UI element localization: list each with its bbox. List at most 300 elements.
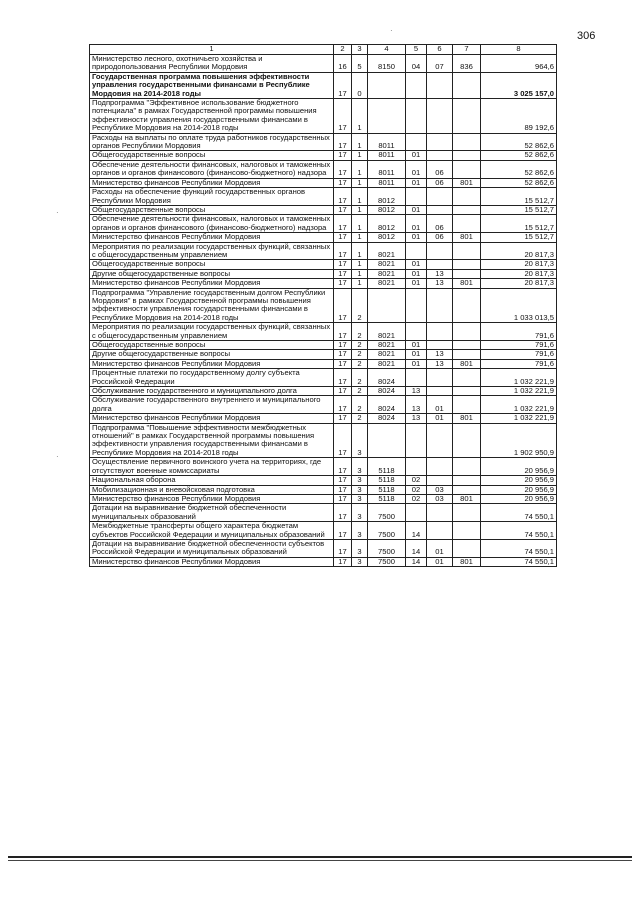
table-row [90,188,557,206]
program-code: 17 [334,350,352,359]
row-name: Общегосударственные вопросы [90,260,334,269]
section-code [406,72,427,98]
direction-code: 8011 [368,160,406,178]
row-name: Расходы на обеспечение функций государственных органов Республики Мордовия [90,188,334,206]
subsection-code [427,72,453,98]
amount: 791,6 [481,350,557,359]
program-code: 17 [334,494,352,503]
subprogram-code: 3 [352,522,368,540]
row-name: Другие общегосударственные вопросы [90,350,334,359]
direction-code: 8021 [368,260,406,269]
direction-code: 8011 [368,178,406,187]
row-name: Дотации на выравнивание бюджетной обеспеченности субъектов Российской Федерации и муниципальных образований [90,539,334,557]
program-code: 17 [334,369,352,387]
section-code [406,242,427,260]
subsection-code [427,369,453,387]
direction-code: 7500 [368,522,406,540]
amount: 20 956,9 [481,458,557,476]
section-code: 13 [406,396,427,414]
amount: 15 512,7 [481,215,557,233]
direction-code: 8021 [368,341,406,350]
program-code: 17 [334,279,352,288]
row-name: Расходы на выплаты по оплате труда работников государственных органов Республики Мордовия [90,133,334,151]
subsection-code: 01 [427,539,453,557]
bottom-rule [8,860,632,861]
subprogram-code: 2 [352,396,368,414]
subprogram-code: 1 [352,133,368,151]
table-row [90,205,557,214]
amount: 15 512,7 [481,233,557,242]
section-code: 13 [406,414,427,423]
direction-code: 8021 [368,350,406,359]
ministry-code [453,160,481,178]
ministry-code [453,341,481,350]
section-code: 14 [406,522,427,540]
subprogram-code: 2 [352,359,368,368]
section-code [406,288,427,323]
table-row [90,359,557,368]
subsection-code [427,341,453,350]
ministry-code: 836 [453,55,481,73]
ministry-code [453,188,481,206]
subprogram-code: 2 [352,323,368,341]
program-code: 17 [334,504,352,522]
subprogram-code: 0 [352,72,368,98]
section-code [406,99,427,134]
direction-code [368,288,406,323]
amount: 89 192,6 [481,99,557,134]
table-row [90,494,557,503]
subsection-code [427,242,453,260]
subprogram-code: 2 [352,341,368,350]
direction-code: 8021 [368,269,406,278]
direction-code: 5118 [368,476,406,485]
amount: 20 956,9 [481,476,557,485]
direction-code: 8012 [368,205,406,214]
amount: 791,6 [481,341,557,350]
subsection-code [427,151,453,160]
table-row [90,279,557,288]
subprogram-code: 1 [352,242,368,260]
direction-code: 8024 [368,414,406,423]
ministry-code: 801 [453,178,481,187]
row-name: Обеспечение деятельности финансовых, налоговых и таможенных органов и органов финансового (финансово-бюджетного) надзора [90,160,334,178]
amount: 52 862,6 [481,160,557,178]
amount: 20 817,3 [481,260,557,269]
table-row [90,215,557,233]
table-row [90,55,557,73]
section-code [406,423,427,458]
program-code: 17 [334,260,352,269]
amount: 20 817,3 [481,242,557,260]
amount: 74 550,1 [481,557,557,566]
ministry-code [453,539,481,557]
ministry-code [453,215,481,233]
row-name: Обеспечение деятельности финансовых, налоговых и таможенных органов и органов финансового (финансово-бюджетного) надзора [90,215,334,233]
table-row [90,476,557,485]
amount: 3 025 157,0 [481,72,557,98]
table-row [90,423,557,458]
row-name: Подпрограмма "Повышение эффективности межбюджетных отношений" в рамках Государственной программы повышения эффективности управления государственными финансами в Республике Мордовия на 2014-2018 годы [90,423,334,458]
section-code: 01 [406,260,427,269]
section-code: 01 [406,359,427,368]
subprogram-code: 1 [352,215,368,233]
scan-speck: · [390,26,393,35]
program-code: 17 [334,522,352,540]
program-code: 17 [334,288,352,323]
ministry-code [453,242,481,260]
subprogram-code: 1 [352,269,368,278]
section-code [406,504,427,522]
row-name: Министерство финансов Республики Мордовия [90,494,334,503]
amount: 20 817,3 [481,269,557,278]
program-code: 17 [334,72,352,98]
ministry-code: 801 [453,279,481,288]
table-row [90,557,557,566]
section-code: 13 [406,387,427,396]
direction-code: 8024 [368,396,406,414]
section-code: 02 [406,476,427,485]
subprogram-code: 3 [352,539,368,557]
section-code [406,188,427,206]
direction-code: 8021 [368,279,406,288]
subprogram-code: 2 [352,350,368,359]
subprogram-code: 2 [352,387,368,396]
row-name: Государственная программа повышения эффективности управления государственными финансами в Республике Мордовия на 2014-2018 годы [90,72,334,98]
row-name: Общегосударственные вопросы [90,205,334,214]
ministry-code [453,133,481,151]
program-code: 17 [334,476,352,485]
row-name: Общегосударственные вопросы [90,341,334,350]
amount: 15 512,7 [481,205,557,214]
row-name: Мероприятия по реализации государственных функций, связанных с общегосударственным управлением [90,323,334,341]
row-name: Министерство финансов Республики Мордовия [90,233,334,242]
program-code: 17 [334,423,352,458]
table-row [90,387,557,396]
amount: 1 033 013,5 [481,288,557,323]
subsection-code: 06 [427,215,453,233]
direction-code: 5118 [368,458,406,476]
program-code: 17 [334,269,352,278]
ministry-code [453,458,481,476]
program-code: 17 [334,359,352,368]
program-code: 17 [334,485,352,494]
subprogram-code: 1 [352,260,368,269]
amount: 52 862,6 [481,133,557,151]
amount: 791,6 [481,359,557,368]
section-code: 04 [406,55,427,73]
ministry-code: 801 [453,359,481,368]
header-cell: 8 [481,45,557,55]
table-row [90,260,557,269]
section-code: 01 [406,269,427,278]
table-row [90,369,557,387]
amount: 74 550,1 [481,522,557,540]
program-code: 17 [334,323,352,341]
subsection-code: 13 [427,359,453,368]
table-row [90,72,557,98]
subsection-code: 13 [427,279,453,288]
row-name: Подпрограмма "Управление государственным долгом Республики Мордовия" в рамках Государственной программы повышения эффективности управления государственными финансами в Республике Мордовия на 2014-2018 годы [90,288,334,323]
ministry-code [453,288,481,323]
table-row [90,269,557,278]
subsection-code [427,387,453,396]
section-code: 14 [406,557,427,566]
direction-code: 5118 [368,485,406,494]
direction-code: 5118 [368,494,406,503]
direction-code: 8011 [368,133,406,151]
subsection-code: 13 [427,269,453,278]
ministry-code: 801 [453,414,481,423]
row-name: Обслуживание государственного и муниципального долга [90,387,334,396]
program-code: 17 [334,233,352,242]
table-row [90,323,557,341]
section-code [406,133,427,151]
row-name: Процентные платежи по государственному долгу субъекта Российской Федерации [90,369,334,387]
ministry-code [453,269,481,278]
ministry-code: 801 [453,494,481,503]
header-cell: 6 [427,45,453,55]
page-number: 306 [577,30,596,42]
section-code: 01 [406,279,427,288]
subsection-code [427,205,453,214]
subsection-code [427,522,453,540]
table-row [90,350,557,359]
section-code: 01 [406,205,427,214]
program-code: 17 [334,242,352,260]
ministry-code [453,260,481,269]
subprogram-code: 3 [352,423,368,458]
subprogram-code: 3 [352,557,368,566]
direction-code: 8021 [368,323,406,341]
subsection-code [427,504,453,522]
direction-code: 8012 [368,233,406,242]
scan-speck: · [56,452,59,461]
program-code: 17 [334,188,352,206]
header-cell: 7 [453,45,481,55]
direction-code: 8012 [368,188,406,206]
section-code [406,369,427,387]
ministry-code [453,323,481,341]
subprogram-code: 3 [352,494,368,503]
table-row [90,522,557,540]
table-row [90,160,557,178]
ministry-code [453,396,481,414]
subprogram-code: 1 [352,205,368,214]
program-code: 17 [334,205,352,214]
subprogram-code: 1 [352,279,368,288]
header-cell: 1 [90,45,334,55]
subprogram-code: 1 [352,178,368,187]
ministry-code [453,522,481,540]
bottom-rule [8,856,632,858]
amount: 74 550,1 [481,504,557,522]
direction-code [368,72,406,98]
row-name: Министерство финансов Республики Мордовия [90,359,334,368]
subsection-code: 01 [427,557,453,566]
table-row [90,151,557,160]
row-name: Осуществление первичного воинского учета на территориях, где отсутствуют военные комиссариаты [90,458,334,476]
subprogram-code: 2 [352,288,368,323]
direction-code: 7500 [368,557,406,566]
program-code: 17 [334,387,352,396]
subsection-code [427,260,453,269]
subsection-code [427,99,453,134]
section-code: 02 [406,485,427,494]
ministry-code [453,504,481,522]
table-row [90,341,557,350]
table-row [90,396,557,414]
row-name: Общегосударственные вопросы [90,151,334,160]
direction-code: 7500 [368,539,406,557]
ministry-code [453,151,481,160]
program-code: 17 [334,178,352,187]
table-row [90,414,557,423]
table-row [90,458,557,476]
direction-code [368,99,406,134]
row-name: Дотации на выравнивание бюджетной обеспеченности муниципальных образований [90,504,334,522]
program-code: 17 [334,133,352,151]
subprogram-code: 2 [352,414,368,423]
subprogram-code: 1 [352,233,368,242]
subprogram-code: 1 [352,99,368,134]
subsection-code: 06 [427,233,453,242]
section-code: 01 [406,215,427,233]
ministry-code [453,476,481,485]
row-name: Обслуживание государственного внутреннего и муниципального долга [90,396,334,414]
amount: 1 032 221,9 [481,396,557,414]
amount: 74 550,1 [481,539,557,557]
section-code: 01 [406,151,427,160]
table-body [90,55,557,567]
direction-code: 8021 [368,242,406,260]
ministry-code [453,99,481,134]
amount: 1 032 221,9 [481,387,557,396]
row-name: Министерство финансов Республики Мордовия [90,279,334,288]
subprogram-code: 1 [352,151,368,160]
amount: 1 032 221,9 [481,369,557,387]
subprogram-code: 3 [352,476,368,485]
ministry-code [453,350,481,359]
ministry-code: 801 [453,557,481,566]
program-code: 17 [334,215,352,233]
amount: 20 817,3 [481,279,557,288]
row-name: Министерство финансов Республики Мордовия [90,557,334,566]
row-name: Министерство финансов Республики Мордовия [90,178,334,187]
section-code: 14 [406,539,427,557]
subsection-code [427,323,453,341]
table-row [90,178,557,187]
section-code: 02 [406,494,427,503]
program-code: 16 [334,55,352,73]
scan-speck: · [56,208,59,217]
direction-code: 8024 [368,369,406,387]
amount: 20 956,9 [481,485,557,494]
program-code: 17 [334,160,352,178]
section-code: 01 [406,233,427,242]
direction-code: 8024 [368,387,406,396]
row-name: Подпрограмма "Эффективное использование бюджетного потенциала" в рамках Государственной программы повышения эффективности управления государственными финансами в Республике Мордовия на 2014-2018 годы [90,99,334,134]
subprogram-code: 2 [352,369,368,387]
subsection-code [427,423,453,458]
amount: 52 862,6 [481,178,557,187]
direction-code: 8150 [368,55,406,73]
subsection-code [427,133,453,151]
subsection-code: 03 [427,485,453,494]
direction-code: 7500 [368,504,406,522]
amount: 791,6 [481,323,557,341]
program-code: 17 [334,396,352,414]
subprogram-code: 1 [352,188,368,206]
subprogram-code: 5 [352,55,368,73]
program-code: 17 [334,539,352,557]
table-row [90,504,557,522]
program-code: 17 [334,458,352,476]
direction-code: 8011 [368,151,406,160]
amount: 1 032 221,9 [481,414,557,423]
subsection-code: 03 [427,494,453,503]
header-cell: 3 [352,45,368,55]
table-row [90,242,557,260]
subprogram-code: 3 [352,458,368,476]
subsection-code: 01 [427,414,453,423]
table-row [90,233,557,242]
program-code: 17 [334,341,352,350]
ministry-code [453,72,481,98]
row-name: Министерство лесного, охотничьего хозяйства и природопользования Республики Мордовия [90,55,334,73]
subsection-code [427,458,453,476]
subsection-code: 07 [427,55,453,73]
row-name: Национальная оборона [90,476,334,485]
section-code: 01 [406,178,427,187]
header-cell: 4 [368,45,406,55]
subsection-code: 06 [427,178,453,187]
row-name: Другие общегосударственные вопросы [90,269,334,278]
ministry-code [453,369,481,387]
row-name: Мероприятия по реализации государственных функций, связанных с общегосударственным управлением [90,242,334,260]
ministry-code [453,205,481,214]
ministry-code: 801 [453,233,481,242]
section-code: 01 [406,350,427,359]
ministry-code [453,485,481,494]
table-row [90,539,557,557]
amount: 1 902 950,9 [481,423,557,458]
amount: 20 956,9 [481,494,557,503]
budget-table [89,44,557,567]
ministry-code [453,423,481,458]
table-row [90,485,557,494]
direction-code: 8021 [368,359,406,368]
section-code: 01 [406,341,427,350]
ministry-code [453,387,481,396]
program-code: 17 [334,99,352,134]
subsection-code [427,476,453,485]
table-header-row [90,45,557,55]
subsection-code [427,288,453,323]
subprogram-code: 3 [352,504,368,522]
amount: 15 512,7 [481,188,557,206]
program-code: 17 [334,151,352,160]
direction-code: 8012 [368,215,406,233]
section-code: 01 [406,160,427,178]
amount: 52 862,6 [481,151,557,160]
program-code: 17 [334,414,352,423]
table-row [90,99,557,134]
header-cell: 2 [334,45,352,55]
table-row [90,288,557,323]
row-name: Межбюджетные трансферты общего характера бюджетам субъектов Российской Федерации и муниципальных образований [90,522,334,540]
subprogram-code: 3 [352,485,368,494]
